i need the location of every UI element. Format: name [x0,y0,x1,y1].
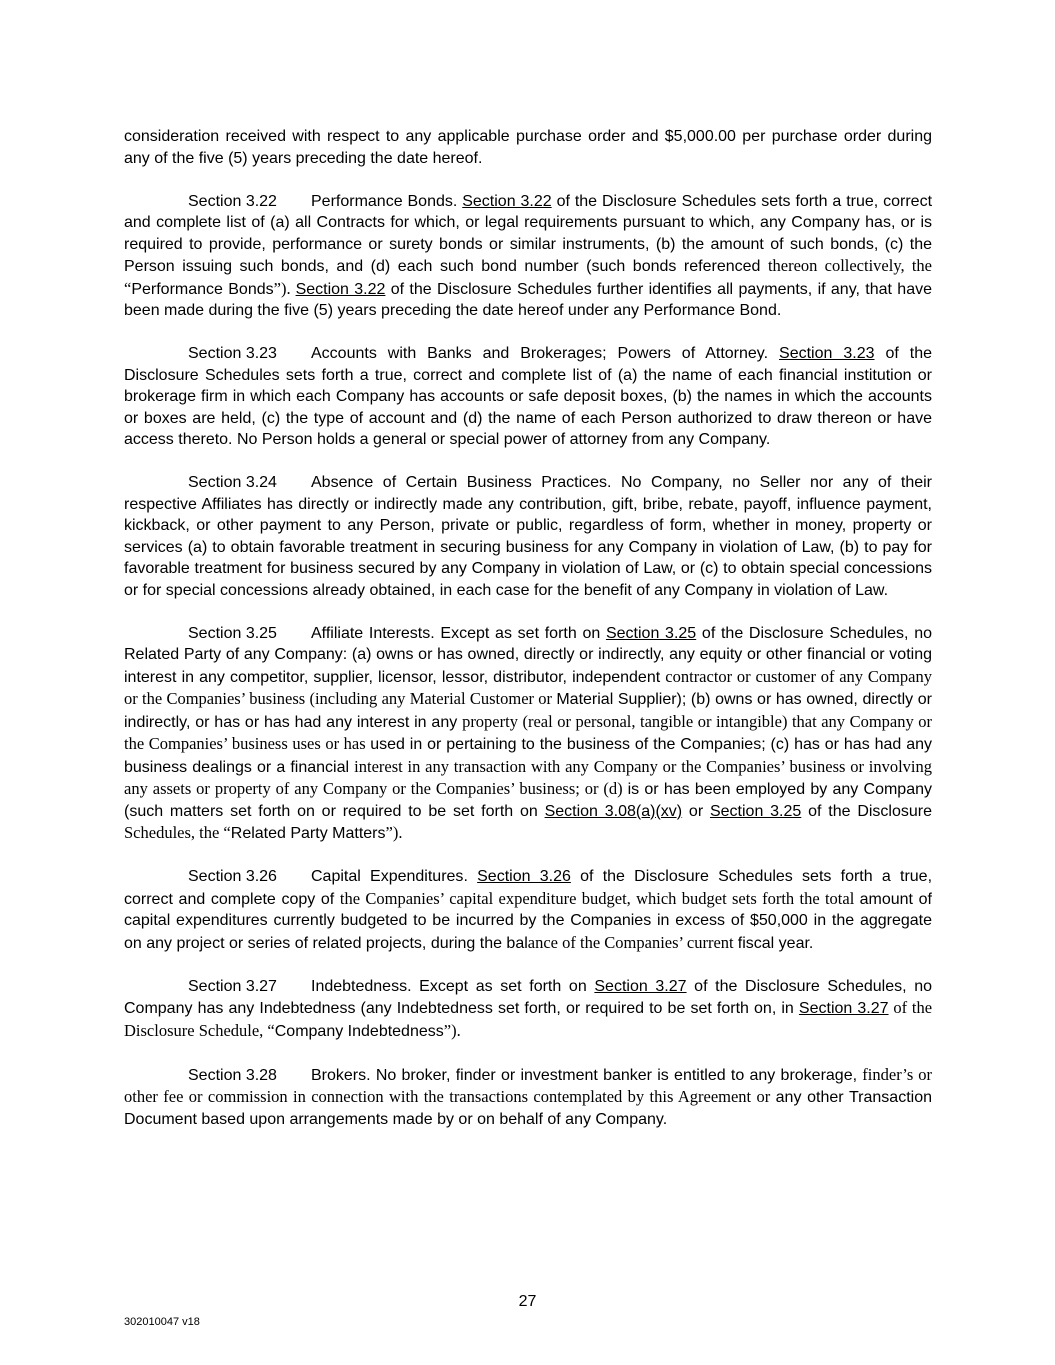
text: or [682,802,710,820]
section-number: Section 3.23 [188,345,277,362]
section-number: Section 3.28 [188,1066,277,1084]
intro-text: consideration received with respect to any applicable purchase order and $5,000.00 per purchase order during any of the five (5) years preceding the date hereof. [124,128,932,167]
text: of the Disclosure Schedules, no Related Party of any Company: (a) owns or has owned, directly or indirectly, any equity or other financial or voting interest in any competitor, supplier, licensor, lessor, distributor, independent [124,624,933,686]
text: of the Disclosure Schedules, no Company has any Indebtedness (any Indebtedness set forth, or required to be set forth on, in [124,977,932,1017]
document-id: 302010047 v18 [124,1316,200,1328]
section-number: Section 3.24 [188,474,277,491]
text: . [763,345,780,362]
section-3-27 [124,976,932,1043]
section-title: Absence of Certain Business Practices [311,474,608,491]
section-title: Brokers [311,1066,367,1084]
section-reference: Section 3.27 [594,977,687,995]
section-number: Section 3.26 [188,868,277,885]
text: any other Transaction Document based upon arrangements made by or on behalf of any Company. [124,1089,933,1128]
text: of the Disclosure [801,802,933,820]
section-reference: Section 3.25 [709,802,802,820]
section-reference: Section 3.26 [477,868,571,885]
text: . No Company, no Seller nor any of their respective Affiliates has directly or indirectly made any contribution, gift, bribe, rebate, payoff, influence payment, kickback, or other payment to any Person, private or public, regardless of form, whether in money, property or services (a) to obtain favorable treatment in securing business for any Company in violation of Law, (b) to pay for favorable treatment for business secured by any Company in violation of Law, or (c) to obtain special concessions or for special concessions already obtained, in each case for the benefit of any Company in violation of Law. [124,474,932,599]
text: of the Disclosure Schedules sets forth a true, correct and complete list of (a) the name of each financial institution or brokerage firm in which each Company has accounts or safe deposit boxes, (b) the names in which the accounts or boxes are held, (c) the type of account and (d) the name of each Person authorized to draw thereon or have access thereto. No Person holds a general or special power of attorney from any Company. [124,345,933,448]
text: fiscal year. [737,934,814,952]
text: of the Disclosure Schedules sets forth a true, correct and complete list of (a) all Contracts for which, or legal requirements pursuant to which, any Company has, or is required to provide, performance or surety bonds or similar instruments, (b) the amount of such bonds, (c) the Person issuing such bonds, and (d) each such bond number (such bonds referenced [124,192,933,275]
section-3-26 [124,866,932,954]
section-title: Accounts with Banks and Brokerages; Powers of Attorney [311,345,764,362]
section-number: Section 3.22 [188,192,277,210]
text: of the Disclosure Schedules further identifies all payments, if any, that have been made during the five (5) years preceding the date hereof under any Performance Bond. [124,280,933,319]
section-title: Affiliate Interests [311,624,431,642]
text: Schedules, the “ [124,823,231,842]
text: property (real or personal, tangible or intangible) that any Company or the Companies’ business uses or has [124,711,932,753]
section-3-24 [124,472,932,601]
text: interest in any transaction with any Company or the Companies’ business or involving any assets or property of any Company or the Companies’ business; or (d) [124,756,932,798]
section-3-25 [124,623,932,845]
section-reference: Section 3.22 [295,280,386,298]
text: the Companies’ capital expenditure budget, which budget sets forth the total [339,888,860,908]
text: thereon collectively, the “ [124,256,932,298]
text: . [452,192,463,210]
text: ”). [385,823,403,842]
section-title: Indebtedness [311,977,408,995]
page-number: 27 [518,1293,537,1310]
text: Material Supplier); (b) owns or has owned, directly or indirectly, or has or has had any interest in any [124,691,932,731]
section-title: Capital Expenditures [311,868,464,885]
section-reference: Section 3.22 [462,192,552,210]
defined-term: Related Party Matters [230,825,386,842]
section-reference: Section 3.23 [779,345,875,362]
text: ”). [273,278,296,298]
text: . Except as set forth on [407,977,595,995]
document-body [124,126,932,1152]
section-reference: Section 3.08(a)(xv) [544,802,683,820]
section-3-28 [124,1064,932,1131]
text: . No broker, finder or investment banker is entitled to any brokerage, [366,1066,863,1084]
defined-term: Performance Bonds [131,280,274,298]
text: finder’s or other fee or commission in connection with the transactions contemplated by this Agreement or [124,1064,932,1106]
section-3-22 [124,191,932,322]
text: contractor or customer of any Company or the Companies’ business (including any Material Customer or [124,666,932,708]
text: ”). [443,1020,461,1040]
text: of the Disclosure Schedule, “ [124,998,933,1040]
section-number: Section 3.25 [188,624,277,642]
defined-term: Company Indebtedness [274,1022,444,1040]
section-number: Section 3.27 [188,977,277,995]
text: . Except as set forth on [430,624,606,642]
text: is or has been employed by any Company (such matters set forth on or required to be set forth on [124,781,932,820]
text: amount of capital expenditures currently budgeted to be incurred by the Companies in excess of $50,000 in the aggregate on any project or series of related projects, during the bal [124,890,932,952]
section-reference: Section 3.27 [798,1000,889,1017]
text: used in or pertaining to the business of the Companies; (c) has or has had any business dealings or a financial [124,736,932,776]
section-title: Performance Bonds [311,192,453,210]
text: ance of the Companies’ current [527,932,738,952]
text: . [463,868,478,885]
section-reference: Section 3.25 [605,624,697,642]
text: of the Disclosure Schedules sets forth a true, correct and complete copy of [124,868,933,908]
intro-paragraph [124,126,932,169]
section-3-23 [124,343,932,451]
